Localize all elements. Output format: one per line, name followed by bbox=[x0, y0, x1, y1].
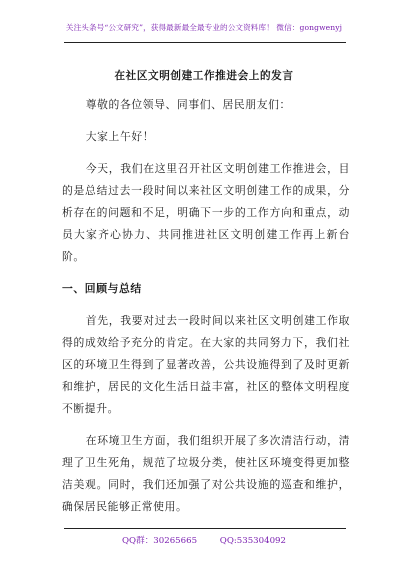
page-footer bbox=[0, 534, 408, 546]
footer-qq-group: QQ群：30265665 bbox=[122, 536, 198, 546]
footer-qq: QQ:535304092 bbox=[219, 536, 286, 546]
salutation: 尊敬的各位领导、同事们、居民朋友们： bbox=[85, 98, 291, 111]
document-title: 在社区文明创建工作推进会上的发言 bbox=[114, 70, 294, 82]
body-paragraph: 在环境卫生方面，我们组织开展了多次清洁行动，清理了卫生死角，规范了垃圾分类，使社区环境变得更加整洁美观。同时，我们还加强了对公共设施的巡查和维护，确保居民能够正常使用。 bbox=[62, 434, 350, 513]
intro-paragraph: 今天，我们在这里召开社区文明创建工作推进会，目的是总结过去一段时间以来社区文明创建工作的成果，分析存在的问题和不足，明确下一步的工作方向和重点，动员大家齐心协力、共同推进社区文明创建工作再上新台阶。 bbox=[62, 162, 350, 263]
footer-divider bbox=[64, 528, 346, 529]
body-paragraph: 首先，我要对过去一段时间以来社区文明创建工作取得的成效给予充分的肯定。在大家的共同努力下，我们社区的环境卫生得到了显著改善，公共设施得到了及时更新和维护，居民的文化生活日益丰富，社区的整体文明程度不断提升。 bbox=[62, 314, 350, 415]
document-body bbox=[62, 94, 350, 528]
section-heading: 一、回顾与总结 bbox=[62, 282, 142, 295]
page-header-banner: 关注头条号“公文研究”，获得最新最全最专业的公文资料库！ 微信：gongwenyj bbox=[65, 23, 343, 32]
header-divider bbox=[64, 42, 346, 43]
greeting: 大家上午好！ bbox=[85, 130, 155, 143]
